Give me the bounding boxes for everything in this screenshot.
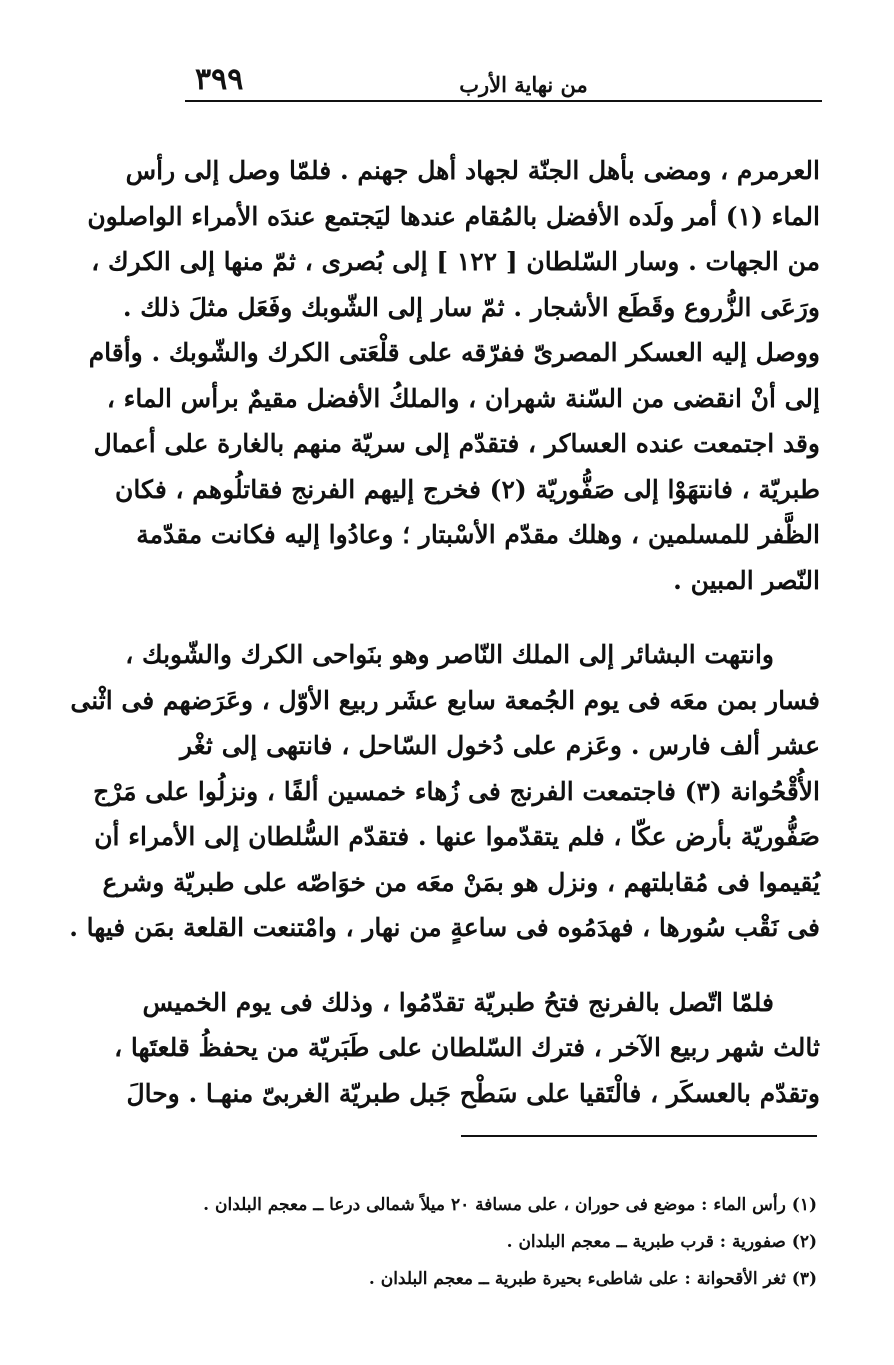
body-text xyxy=(69,148,820,1116)
text-line: إلى أنْ انقضى من السّنة شهران ، والملكُ الأفضل مقيمٌ برأس الماء ، xyxy=(106,383,820,413)
paragraph-3 xyxy=(114,980,820,1117)
text-line: فسار بمن معَه فى يوم الجُمعة سابع عشَر ربيع الأوّل ، وعَرَضهم فى اثْنى xyxy=(70,685,820,715)
text-line: الظَّفر للمسلمين ، وهلك مقدّم الأسْبتار ؛ وعادُوا إليه فكانت مقدّمة xyxy=(136,520,820,549)
text-line: عشر ألف فارس . وعَزم على دُخول السّاحل ، فانتهى إلى ثغْر xyxy=(180,731,820,760)
paragraph-spacer xyxy=(180,603,820,632)
paragraph-spacer xyxy=(180,951,820,980)
paragraph-1 xyxy=(87,148,820,603)
text-line: وانتهت البشائر إلى الملك النّاصر وهو بنَواحى الكرك والشّوبك ، xyxy=(125,640,774,669)
text-line: النّصر المبين . xyxy=(673,565,820,595)
text-line: طبريّة ، فانتهَوْا إلى صَفُّوريّة (٢) فخرج إليهم الفرنج فقاتلُوهم ، فكان xyxy=(115,474,820,504)
text-line: وقد اجتمعت عنده العساكر ، فتقدّم إلى سريّة منهم بالغارة على أعمال xyxy=(93,429,820,458)
text-line: ثالث شهر ربيع الآخر ، فترك السّلطان على طَبَريّة من يحفظُ قلعتَها ، xyxy=(114,1033,820,1062)
running-header xyxy=(185,62,822,102)
footnote-rule xyxy=(461,1135,817,1137)
text-line: فى نَقْب سُورها ، فهدَمُوه فى ساعةٍ من نهار ، وامْتنعت القلعة بمَن فيها . xyxy=(69,913,820,942)
text-line: صَفُّوريّة بأرض عكّا ، فلم يتقدّموا عنها . فتقدّم السُّلطان إلى الأمراء أن xyxy=(94,822,820,851)
text-line: ورَعَى الزُّروع وقَطَع الأشجار . ثمّ سار إلى الشّوبك وفَعَل مثلَ ذلك . xyxy=(122,292,820,322)
text-line: العرمرم ، ومضى بأهل الجنّة لجهاد أهل جهنم . فلمّا وصل إلى رأس xyxy=(125,156,820,185)
text-line: فلمّا اتّصل بالفرنج فتحُ طبريّة تقدّمُوا ، وذلك فى يوم الخميس xyxy=(142,987,774,1017)
running-title: من نهاية الأرب xyxy=(459,72,588,97)
header-rule xyxy=(185,100,822,102)
text-line: الأُقْحُوانة (٣) فاجتمعت الفرنج فى زُهاء خمسين ألفًا ، ونزلُوا على مَرْج xyxy=(93,776,820,806)
footnote-2: (٢) صفورية : قرب طبرية ــ معجم البلدان . xyxy=(506,1232,817,1252)
text-line: الماء (١) أمر ولَده الأفضل بالمُقام عندها ليَجتمع عندَه الأمراء الواصلون xyxy=(87,201,820,231)
text-line: وتقدّم بالعسكَر ، فالْتَقيا على سَطْح جَبل طبريّة الغربىّ منهـا . وحالَ xyxy=(126,1078,820,1108)
paragraph-2 xyxy=(69,632,820,951)
text-line: من الجهات . وسار السّلطان [ ١٢٢ ] إلى بُصرى ، ثمّ منها إلى الكرك ، xyxy=(91,247,820,276)
text-line: يُقيموا فى مُقابلتهم ، ونزل هو بمَنْ معَه من خوَاصّه على طبريّة وشرع xyxy=(102,867,820,897)
footnote-1: (١) رأس الماء : موضع فى حوران ، على مسافة ٢٠ ميلاً شمالى درعا ــ معجم البلدان . xyxy=(203,1195,817,1215)
text-line: ووصل إليه العسكر المصرىّ ففرّقه على قلْعَتى الكرك والشّوبك . وأقام xyxy=(88,338,820,367)
page-number: ٣٩٩ xyxy=(195,62,244,97)
footnotes xyxy=(180,1187,817,1298)
footnote-3: (٣) ثغر الأقحوانة : على شاطىء بحيرة طبرية ــ معجم البلدان . xyxy=(368,1269,817,1289)
